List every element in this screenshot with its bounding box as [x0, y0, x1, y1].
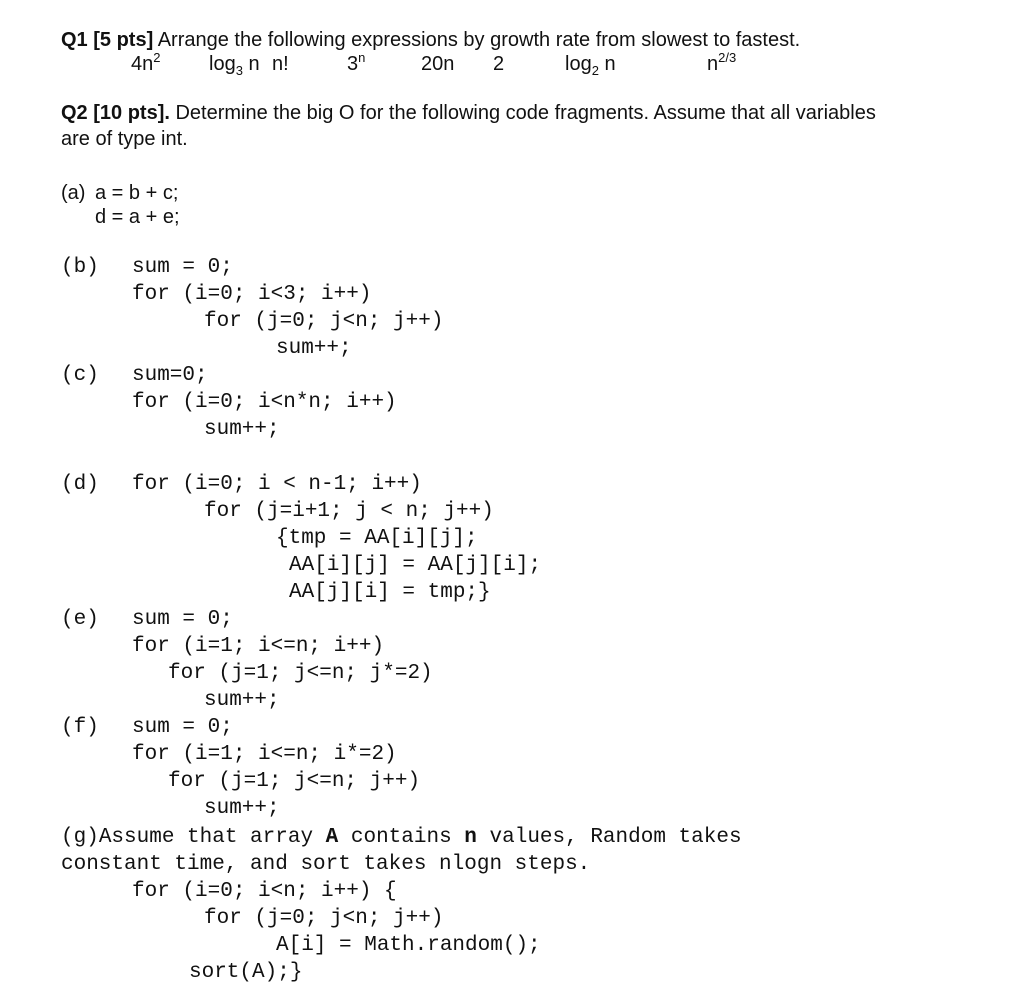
code-line: for (j=i+1; j < n; j++) — [204, 500, 494, 523]
code-line: for (i=0; i<n; i++) { — [132, 880, 397, 903]
code-line: for (i=0; i<n*n; i++) — [132, 391, 397, 414]
code-line: sort(A);} — [189, 961, 303, 984]
code-line: for (i=0; i<3; i++) — [132, 283, 372, 306]
q2-text-line1: Determine the big O for the following code fragments. Assume that all variables — [169, 102, 876, 124]
part-g-intro-line2: constant time, and sort takes nlogn steps. — [61, 853, 591, 876]
code-line: AA[j][i] = tmp;} — [289, 581, 491, 604]
code-line: sum = 0; — [132, 608, 233, 631]
expr-4n2: $4n^2$ — [131, 50, 161, 75]
q1-text: Arrange the following expressions by growth rate from slowest to fastest. — [153, 29, 801, 51]
code-line: sum = 0; — [132, 716, 233, 739]
code-line: sum++; — [276, 337, 352, 360]
part-a-line1: a = b + c; — [95, 182, 179, 204]
code-line: for (j=1; j<=n; j*=2) — [168, 662, 433, 685]
code-line: sum++; — [204, 418, 280, 441]
q1-heading — [61, 28, 800, 52]
part-f-label: (f) — [61, 716, 99, 739]
expr-20n: 20n — [421, 53, 455, 75]
code-line: sum = 0; — [132, 256, 233, 279]
q1-label: Q1 [5 pts] — [61, 29, 154, 51]
q2-heading — [61, 101, 876, 125]
part-b-label: (b) — [61, 256, 99, 279]
code-line: for (i=1; i<=n; i*=2) — [132, 743, 397, 766]
part-g-label: (g) — [61, 826, 99, 849]
expr-log3n: $\log_3 n$ — [209, 53, 260, 78]
code-line: sum++; — [204, 797, 280, 820]
code-line: for (i=1; i<=n; i++) — [132, 635, 385, 658]
code-line: A[i] = Math.random(); — [276, 934, 541, 957]
code-line: for (j=1; j<=n; j++) — [168, 770, 421, 793]
part-e-label: (e) — [61, 608, 99, 631]
q2-text-line2: are of type int. — [61, 128, 188, 150]
part-c-label: (c) — [61, 364, 99, 387]
expr-nfact: n! — [272, 53, 289, 75]
code-line: AA[i][j] = AA[j][i]; — [289, 554, 542, 577]
expr-log2n: $\log_2 n$ — [565, 53, 616, 78]
expr-n23: $n^{2/3}$ — [707, 50, 737, 75]
q2-label: Q2 [10 pts]. — [61, 102, 170, 124]
part-d-label: (d) — [61, 473, 99, 496]
code-line: sum++; — [204, 689, 280, 712]
expr-3n: 3$^n$ — [347, 50, 366, 75]
code-line: for (j=0; j<n; j++) — [204, 907, 444, 930]
part-a-label: (a) — [61, 182, 86, 204]
code-line: for (j=0; j<n; j++) — [204, 310, 444, 333]
part-a-line2: d = a + e; — [95, 206, 180, 228]
code-line: sum=0; — [132, 364, 208, 387]
part-g-intro: (g)Assume that array A contains n values, Random takes — [61, 826, 742, 849]
expr-2: 2 — [493, 53, 505, 75]
code-line: for (i=0; i < n-1; i++) — [132, 473, 422, 496]
code-line: {tmp = AA[i][j]; — [276, 527, 478, 550]
